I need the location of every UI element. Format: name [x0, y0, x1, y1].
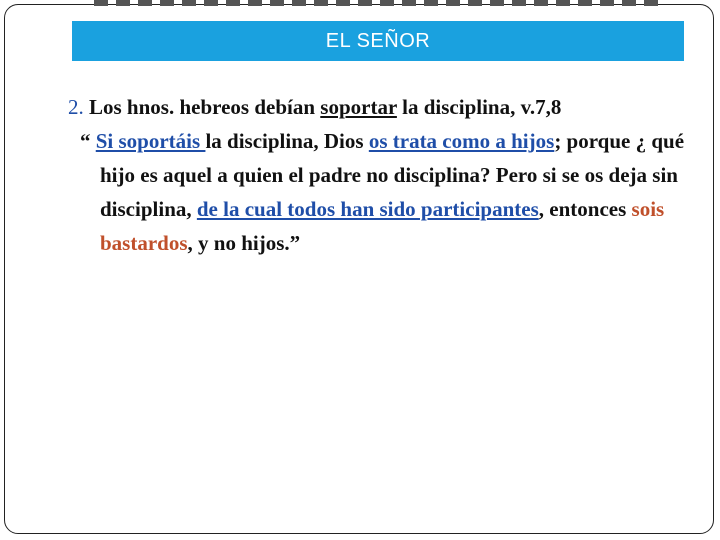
quote-open: “ [80, 129, 96, 153]
slide-frame [4, 4, 714, 534]
slide-title: EL SEÑOR [72, 21, 684, 61]
quote-text-2: ; porque ¿ qué hijo es aquel a quien el padre no disciplina? Pero si se os deja sin disciplina, [100, 129, 685, 221]
quote-text-3: , entonces [538, 197, 632, 221]
quote-highlight: sois bastardos [100, 197, 665, 255]
point-paragraph [68, 90, 698, 124]
quote-link-1: Si soportáis [95, 129, 206, 153]
quote-link-3: de la cual todos han sido participantes [196, 197, 539, 221]
point-number: 2. [68, 95, 84, 119]
point-text-after: la disciplina, v.7,8 [396, 95, 562, 119]
underlined-word: soportar [320, 95, 397, 119]
top-decoration [94, 0, 664, 6]
point-text-before: Los hnos. hebreos debían [83, 95, 321, 119]
slide-body [68, 90, 698, 260]
quote-text-1: la disciplina, Dios [205, 129, 369, 153]
quote-text-4: , y no hijos.” [187, 231, 301, 255]
quote-paragraph [68, 124, 698, 260]
quote-link-2: os trata como a hijos [368, 129, 555, 153]
